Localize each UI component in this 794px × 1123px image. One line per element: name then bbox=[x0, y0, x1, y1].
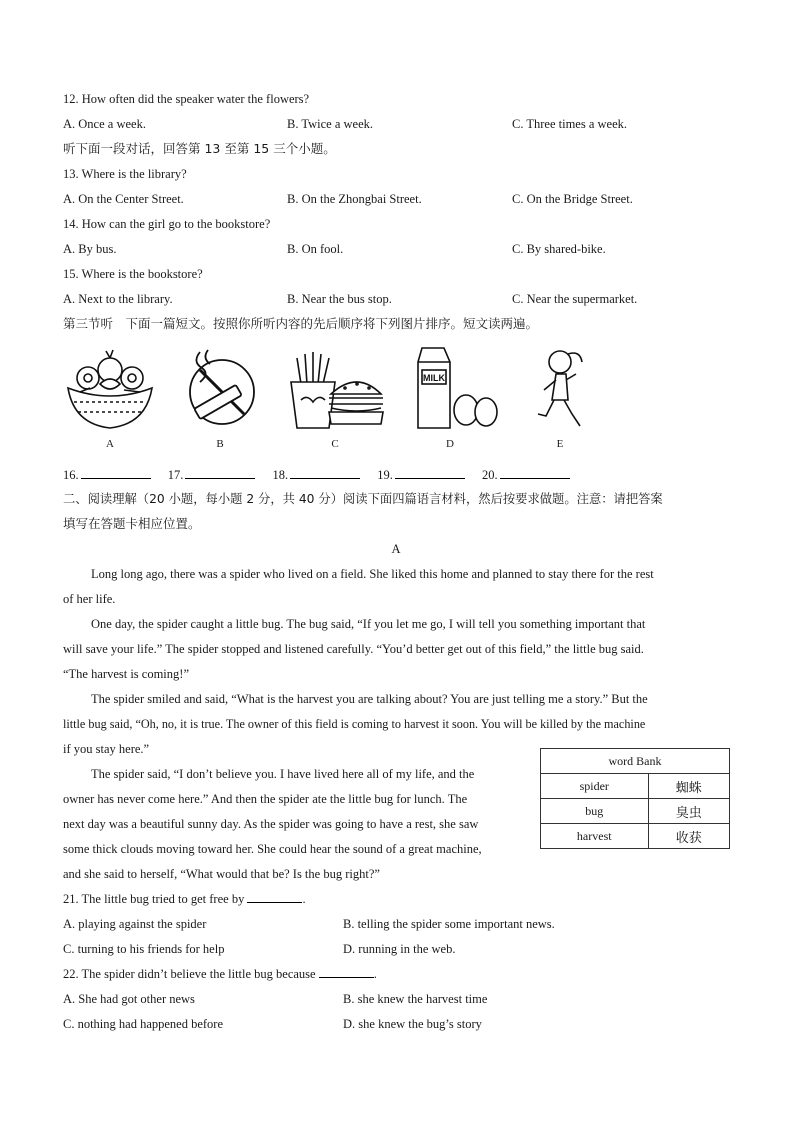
passage-line: “The harvest is coming!” bbox=[63, 667, 189, 681]
blank-20[interactable] bbox=[500, 466, 570, 479]
blank-label-20: 20. bbox=[482, 468, 498, 482]
passage-line: The spider said, “I don’t believe you. I have lived here all of my life, and the bbox=[91, 767, 475, 781]
q21-option-c: C. turning to his friends for help bbox=[63, 942, 225, 956]
word-bank-en: harvest bbox=[541, 824, 649, 849]
blank-label-18: 18. bbox=[272, 468, 289, 482]
passage-line: and she said to herself, “What would that be? Is the bug right?” bbox=[63, 867, 380, 881]
word-bank-table bbox=[540, 748, 730, 849]
picture-label-a: A bbox=[106, 438, 114, 450]
q12-option-c: C. Three times a week. bbox=[512, 117, 628, 131]
q13-option-c: C. On the Bridge Street. bbox=[512, 192, 633, 206]
question-15-stem: 15. Where is the bookstore? bbox=[63, 267, 203, 281]
q22-option-a: A. She had got other news bbox=[63, 992, 195, 1006]
q21-option-b: B. telling the spider some important news. bbox=[343, 917, 555, 931]
running-girl-icon bbox=[510, 344, 610, 434]
passage-line: next day was a beautiful sunny day. As the spider was going to have a rest, she saw bbox=[63, 817, 479, 831]
question-21-stem: 21. The little bug tried to get free by bbox=[63, 892, 245, 906]
picture-label-b: B bbox=[216, 438, 224, 450]
question-13-stem: 13. Where is the library? bbox=[63, 167, 187, 181]
q14-option-a: A. By bus. bbox=[63, 242, 117, 256]
q22-option-b: B. she knew the harvest time bbox=[343, 992, 488, 1006]
passage-line: will save your life.” The spider stopped and listened carefully. “You’d better get out of this field,” the little bug said. bbox=[63, 642, 644, 656]
answer-blank-21[interactable] bbox=[247, 892, 302, 903]
answer-blanks-16-20 bbox=[63, 466, 584, 483]
word-bank-cn: 收获 bbox=[648, 824, 729, 849]
q13-option-b: B. On the Zhongbai Street. bbox=[287, 192, 422, 206]
blank-label-16: 16. bbox=[63, 468, 79, 482]
picture-a bbox=[60, 344, 160, 456]
word-bank-en: bug bbox=[541, 799, 649, 824]
q12-option-b: B. Twice a week. bbox=[287, 117, 374, 131]
part-2-instruction-cont: 填写在答题卡相应位置。 bbox=[63, 516, 201, 531]
picture-d bbox=[400, 344, 500, 456]
q12-option-a: A. Once a week. bbox=[63, 117, 146, 131]
passage-line: owner has never come here.” And then the spider ate the little bug for lunch. The bbox=[63, 792, 468, 806]
blank-17[interactable] bbox=[185, 466, 255, 479]
question-14-stem: 14. How can the girl go to the bookstore? bbox=[63, 217, 271, 231]
fruit-salad-icon bbox=[60, 344, 160, 434]
picture-label-c: C bbox=[331, 438, 339, 450]
milk-eggs-icon bbox=[400, 344, 500, 434]
q21-option-d: D. running in the web. bbox=[343, 942, 456, 956]
passage-line: some thick clouds moving toward her. She could hear the sound of a great machine, bbox=[63, 842, 482, 856]
picture-b bbox=[170, 344, 270, 456]
q15-option-a: A. Next to the library. bbox=[63, 292, 173, 306]
picture-label-d: D bbox=[446, 438, 454, 450]
question-21: 21. The little bug tried to get free by . bbox=[63, 892, 306, 906]
blank-18[interactable] bbox=[290, 466, 360, 479]
passage-line: The spider smiled and said, “What is the harvest you are talking about? You are just telling me a story.” But the bbox=[91, 692, 648, 706]
picture-row bbox=[60, 344, 580, 456]
part-2-instruction: 二、阅读理解（20 小题，每小题 2 分，共 40 分）阅读下面四篇语言材料，然后按要求做题。注意：请把答案 bbox=[63, 492, 663, 506]
section-3-instruction: 第三节听 下面一篇短文。按照你所听内容的先后顺序将下列图片排序。短文读两遍。 bbox=[63, 316, 539, 331]
answer-blank-22[interactable] bbox=[319, 967, 374, 978]
word-bank-cn: 臭虫 bbox=[648, 799, 729, 824]
q22-option-c: C. nothing had happened before bbox=[63, 1017, 224, 1031]
question-22: 22. The spider didn’t believe the little bug because . bbox=[63, 967, 377, 981]
q14-option-c: C. By shared-bike. bbox=[512, 242, 606, 256]
q21-option-a: A. playing against the spider bbox=[63, 917, 207, 931]
passage-line: little bug said, “Oh, no, it is true. The owner of this field is coming to harvest it soon. You will be killed by the machine bbox=[63, 717, 646, 731]
picture-c bbox=[285, 344, 385, 456]
passage-title: A bbox=[391, 542, 401, 556]
fast-food-icon bbox=[285, 344, 385, 434]
passage-line: if you stay here.” bbox=[63, 742, 150, 756]
blank-19[interactable] bbox=[395, 466, 465, 479]
instruction-13-15: 听下面一段对话，回答第 13 至第 15 三个小题。 bbox=[63, 141, 336, 156]
no-smoking-icon bbox=[170, 344, 270, 434]
blank-label-17: 17. bbox=[167, 468, 184, 482]
passage-line: Long long ago, there was a spider who lived on a field. She liked this home and planned to stay there for the rest bbox=[91, 567, 654, 581]
q22-option-d: D. she knew the bug’s story bbox=[343, 1017, 482, 1031]
blank-label-19: 19. bbox=[377, 468, 393, 482]
word-bank-en: spider bbox=[541, 774, 649, 799]
q14-option-b: B. On fool. bbox=[287, 242, 344, 256]
question-12-stem: 12. How often did the speaker water the flowers? bbox=[63, 92, 310, 106]
q13-option-a: A. On the Center Street. bbox=[63, 192, 184, 206]
q15-option-c: C. Near the supermarket. bbox=[512, 292, 638, 306]
question-22-stem: 22. The spider didn’t believe the little bug because bbox=[63, 967, 316, 981]
milk-carton-text: MILK bbox=[423, 373, 445, 383]
passage-line: One day, the spider caught a little bug. The bug said, “If you let me go, I will tell you something important that bbox=[91, 617, 646, 631]
picture-label-e: E bbox=[556, 438, 564, 450]
word-bank-cn: 蜘蛛 bbox=[648, 774, 729, 799]
word-bank-title: word Bank bbox=[541, 749, 730, 774]
passage-line: of her life. bbox=[63, 592, 116, 606]
picture-e bbox=[510, 344, 610, 456]
q15-option-b: B. Near the bus stop. bbox=[287, 292, 392, 306]
blank-16[interactable] bbox=[81, 466, 151, 479]
